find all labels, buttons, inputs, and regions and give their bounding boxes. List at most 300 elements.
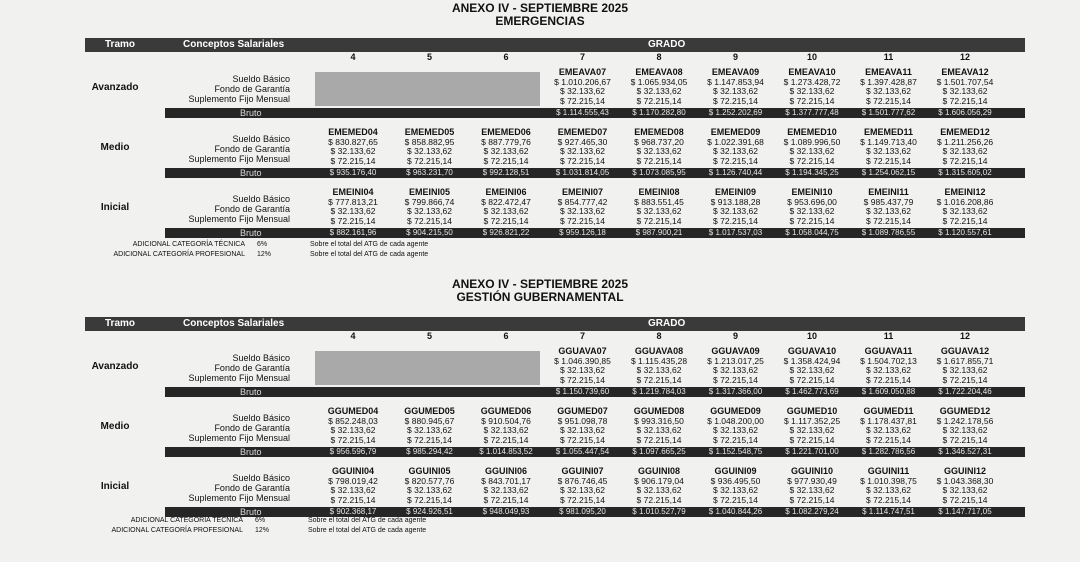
grade-number: 8 <box>656 331 662 341</box>
bruto-value: $ 1.170.282,80 <box>632 108 686 117</box>
bruto-value: $ 981.095,20 <box>559 507 606 516</box>
concept-labels <box>165 134 290 164</box>
grade-number: 9 <box>732 52 738 62</box>
cell-code: EMEINI06 <box>485 187 527 197</box>
salary-cell <box>392 407 468 445</box>
cell-basico: $ 1.043.368,30 <box>936 475 994 486</box>
cell-code: GGUMED07 <box>557 406 608 416</box>
cell-basico: $ 1.211.256,26 <box>936 136 994 147</box>
salary-cell <box>468 467 544 505</box>
cell-suplemento: $ 72.215,14 <box>560 434 605 445</box>
cell-code: EMEAVA08 <box>635 67 683 77</box>
cell-basico: $ 1.022.391,68 <box>707 136 764 147</box>
cell-basico: $ 1.048.200,00 <box>707 415 764 426</box>
bruto-value: $ 1.501.777,62 <box>861 108 916 117</box>
grade-number: 12 <box>959 52 970 62</box>
salary-cell <box>698 347 774 385</box>
cell-code: EMEINI11 <box>868 187 909 197</box>
bruto-value: $ 1.031.814,05 <box>555 168 610 177</box>
bruto-value: $ 992.128,51 <box>482 168 530 177</box>
cell-fondo: $ 32.133,62 <box>713 146 758 156</box>
cell-code: GGUAVA10 <box>787 346 837 356</box>
cell-fondo: $ 32.133,62 <box>636 365 682 375</box>
cell-code: EMEINI12 <box>944 187 986 197</box>
cell-suplemento: $ 72.215,14 <box>942 95 988 106</box>
concept-labels <box>165 473 290 503</box>
cell-code: GGUINI09 <box>714 466 757 476</box>
cell-suplemento: $ 72.215,14 <box>866 215 911 226</box>
cell-code: GGUINI04 <box>331 466 374 476</box>
cell-basico: $ 1.501.707,54 <box>936 76 994 87</box>
salary-cell <box>774 407 850 445</box>
salary-cell <box>315 128 391 166</box>
concept-label: Suplemento Fijo Mensual <box>188 94 290 104</box>
empty-grades-block <box>315 351 540 385</box>
cell-basico: $ 985.437,79 <box>863 196 914 207</box>
cell-code: GGUINI08 <box>637 466 680 476</box>
bruto-value: $ 1.219.784,03 <box>632 387 686 396</box>
concept-labels <box>165 194 290 224</box>
cell-suplemento: $ 72.215,14 <box>636 494 682 505</box>
concept-label: Sueldo Básico <box>232 74 290 84</box>
concept-label: Fondo de Garantía <box>214 144 290 154</box>
cell-fondo: $ 32.133,62 <box>560 425 605 435</box>
cell-code: EMEMED07 <box>557 127 608 137</box>
bruto-value: $ 1.017.537,03 <box>708 228 763 237</box>
bruto-value: $ 1.010.527,79 <box>632 507 686 516</box>
grade-number: 10 <box>806 331 817 341</box>
cell-basico: $ 843.701,17 <box>481 475 531 486</box>
salary-cell <box>468 407 544 445</box>
tramo-label: Inicial <box>100 481 130 492</box>
cell-suplemento: $ 72.215,14 <box>789 95 835 106</box>
cell-suplemento: $ 72.215,14 <box>789 494 835 505</box>
bruto-value: $ 924.926,51 <box>406 507 453 516</box>
salary-cell <box>621 128 697 166</box>
cell-basico: $ 1.178.437,81 <box>860 415 917 426</box>
concept-label: Sueldo Básico <box>232 473 290 483</box>
salary-cell <box>851 68 927 106</box>
cell-suplemento: $ 72.215,14 <box>866 374 911 385</box>
grade-number: 6 <box>503 52 509 62</box>
salary-cell <box>851 467 927 505</box>
cell-fondo: $ 32.133,62 <box>866 485 911 495</box>
cell-basico: $ 951.098,78 <box>557 415 608 426</box>
cell-code: EMEMED12 <box>940 127 990 137</box>
concept-labels <box>165 413 290 443</box>
bruto-bar <box>165 168 1025 178</box>
bruto-value: $ 956.596,79 <box>329 447 377 456</box>
adicional-name: ADICIONAL CATEGORÍA PROFESIONAL <box>111 527 243 534</box>
concept-label: Sueldo Básico <box>232 353 290 363</box>
cell-basico: $ 1.117.352,25 <box>783 415 841 426</box>
salary-cell <box>468 128 544 166</box>
adicional-name: ADICIONAL CATEGORÍA TÉCNICA <box>130 517 243 524</box>
cell-code: EMEMED08 <box>634 127 684 137</box>
grade-number: 5 <box>426 331 432 341</box>
bruto-value: $ 1.058.044,75 <box>785 228 839 237</box>
cell-fondo: $ 32.133,62 <box>789 206 835 216</box>
cell-suplemento: $ 72.215,14 <box>330 434 376 445</box>
cell-code: EMEINI09 <box>714 187 756 197</box>
salary-cell <box>392 128 468 166</box>
cell-code: EMEMED05 <box>404 127 455 137</box>
cell-code: EMEINI08 <box>638 187 680 197</box>
cell-fondo: $ 32.133,62 <box>636 86 682 96</box>
bruto-label: Bruto <box>240 228 262 238</box>
bruto-value: $ 1.126.740,44 <box>708 168 763 177</box>
bruto-value: $ 1.152.548,75 <box>708 447 763 456</box>
cell-basico: $ 820.577,76 <box>404 475 455 486</box>
cell-basico: $ 993.316,50 <box>634 415 684 426</box>
grade-number: 10 <box>806 52 817 62</box>
cell-basico: $ 913.188,28 <box>710 196 761 207</box>
cell-fondo: $ 32.133,62 <box>866 365 911 375</box>
salary-cell <box>774 467 850 505</box>
cell-fondo: $ 32.133,62 <box>942 485 988 495</box>
concept-label: Fondo de Garantía <box>214 204 290 214</box>
bruto-value: $ 904.215,50 <box>406 228 453 237</box>
cell-suplemento: $ 72.215,14 <box>407 494 452 505</box>
cell-suplemento: $ 72.215,14 <box>713 155 758 166</box>
cell-code: EMEAVA09 <box>711 67 760 77</box>
cell-code: GGUINI11 <box>867 466 910 476</box>
cell-suplemento: $ 72.215,14 <box>560 215 605 226</box>
salary-cell <box>315 407 391 445</box>
cell-fondo: $ 32.133,62 <box>560 485 605 495</box>
cell-basico: $ 1.115.435,28 <box>630 355 688 366</box>
salary-cell <box>851 128 927 166</box>
cell-basico: $ 1.149.713,40 <box>860 136 917 147</box>
cell-code: EMEAVA12 <box>941 67 989 77</box>
cell-suplemento: $ 72.215,14 <box>560 155 605 166</box>
cell-code: EMEAVA10 <box>788 67 836 77</box>
cell-fondo: $ 32.133,62 <box>942 86 988 96</box>
salary-cell <box>774 347 850 385</box>
cell-fondo: $ 32.133,62 <box>330 485 376 495</box>
section-subtitle: EMERGENCIAS <box>495 14 585 28</box>
grade-number: 6 <box>503 331 509 341</box>
grade-numbers <box>85 52 1025 62</box>
cell-basico: $ 1.617.855,71 <box>936 355 994 366</box>
salary-cell <box>927 128 1003 166</box>
bruto-value: $ 902.368,17 <box>329 507 377 516</box>
adicional-pct: 6% <box>255 517 266 524</box>
cell-basico: $ 1.358.424,94 <box>783 355 841 366</box>
cell-basico: $ 798.019,42 <box>328 475 378 486</box>
cell-basico: $ 968.737,20 <box>634 136 684 147</box>
bruto-value: $ 948.049,93 <box>482 507 530 516</box>
cell-fondo: $ 32.133,62 <box>560 86 605 96</box>
concept-label: Suplemento Fijo Mensual <box>188 373 290 383</box>
cell-basico: $ 1.273.428,72 <box>783 76 841 87</box>
cell-suplemento: $ 72.215,14 <box>636 95 682 106</box>
salary-cell <box>698 407 774 445</box>
cell-code: GGUINI10 <box>790 466 833 476</box>
cell-basico: $ 1.504.702,13 <box>860 355 917 366</box>
cell-basico: $ 927.465,30 <box>557 136 608 147</box>
cell-suplemento: $ 72.215,14 <box>942 494 988 505</box>
cell-code: EMEAVA07 <box>558 67 607 77</box>
cell-fondo: $ 32.133,62 <box>407 425 452 435</box>
header-tramo: Tramo <box>105 39 136 50</box>
cell-code: GGUINI06 <box>484 466 527 476</box>
header-conceptos: Conceptos Salariales <box>183 39 285 50</box>
cell-fondo: $ 32.133,62 <box>866 425 911 435</box>
grade-number: 11 <box>883 52 894 62</box>
grade-number: 12 <box>959 331 970 341</box>
cell-fondo: $ 32.133,62 <box>330 425 376 435</box>
cell-basico: $ 880.945,67 <box>404 415 455 426</box>
cell-fondo: $ 32.133,62 <box>942 425 988 435</box>
cell-fondo: $ 32.133,62 <box>789 485 835 495</box>
salary-cell <box>927 188 1003 226</box>
cell-basico: $ 1.242.178,56 <box>936 415 994 426</box>
cell-fondo: $ 32.133,62 <box>330 206 376 216</box>
adicional-pct: 12% <box>255 527 270 534</box>
cell-code: GGUINI12 <box>943 466 986 476</box>
header-tramo: Tramo <box>105 318 136 329</box>
bruto-value: $ 1.282.786,56 <box>861 447 916 456</box>
cell-fondo: $ 32.133,62 <box>866 206 911 216</box>
concept-label: Suplemento Fijo Mensual <box>188 214 290 224</box>
bruto-label: Bruto <box>240 447 262 457</box>
salary-cell <box>545 188 621 226</box>
salary-cell <box>698 467 774 505</box>
cell-basico: $ 777.813,21 <box>328 196 378 207</box>
cell-suplemento: $ 72.215,14 <box>483 434 529 445</box>
cell-fondo: $ 32.133,62 <box>713 86 758 96</box>
cell-fondo: $ 32.133,62 <box>942 206 988 216</box>
adicional-name: ADICIONAL CATEGORÍA TÉCNICA <box>132 241 245 248</box>
bruto-value: $ 1.377.777,48 <box>785 108 839 117</box>
salary-cell <box>621 68 697 106</box>
cell-code: GGUMED06 <box>480 406 532 416</box>
cell-suplemento: $ 72.215,14 <box>636 155 682 166</box>
cell-code: EMEINI05 <box>408 187 450 197</box>
cell-basico: $ 1.397.428,87 <box>860 76 917 87</box>
cell-suplemento: $ 72.215,14 <box>866 155 911 166</box>
salary-cell <box>545 128 621 166</box>
header-conceptos: Conceptos Salariales <box>183 318 285 329</box>
cell-code: EMEMED09 <box>710 127 761 137</box>
bruto-value: $ 1.722.204,46 <box>938 387 992 396</box>
cell-fondo: $ 32.133,62 <box>789 86 835 96</box>
cell-fondo: $ 32.133,62 <box>330 146 376 156</box>
cell-basico: $ 906.179,04 <box>634 475 684 486</box>
bruto-value: $ 1.097.665,25 <box>632 447 686 456</box>
tramo-label: Medio <box>100 142 130 153</box>
bruto-value: $ 1.014.853,52 <box>479 447 533 456</box>
salary-cell <box>545 407 621 445</box>
salary-cell <box>927 407 1003 445</box>
concept-label: Fondo de Garantía <box>214 363 290 373</box>
cell-basico: $ 910.504,76 <box>481 415 531 426</box>
bruto-value: $ 1.114.747,51 <box>862 507 915 516</box>
cell-suplemento: $ 72.215,14 <box>330 494 376 505</box>
cell-basico: $ 854.777,42 <box>557 196 608 207</box>
cell-code: EMEINI04 <box>332 187 374 197</box>
cell-suplemento: $ 72.215,14 <box>789 434 835 445</box>
cell-suplemento: $ 72.215,14 <box>636 215 682 226</box>
table-header <box>85 317 1025 331</box>
cell-fondo: $ 32.133,62 <box>789 365 835 375</box>
concept-label: Sueldo Básico <box>232 413 290 423</box>
salary-cell <box>927 467 1003 505</box>
bruto-value: $ 1.252.202,69 <box>708 108 763 117</box>
cell-basico: $ 1.147.853,94 <box>707 76 764 87</box>
cell-fondo: $ 32.133,62 <box>483 146 529 156</box>
salary-cell <box>621 467 697 505</box>
cell-fondo: $ 32.133,62 <box>483 485 529 495</box>
cell-fondo: $ 32.133,62 <box>636 146 682 156</box>
salary-cell <box>774 188 850 226</box>
cell-suplemento: $ 72.215,14 <box>407 215 452 226</box>
bruto-value: $ 959.126,18 <box>559 228 606 237</box>
section-title: ANEXO IV - SEPTIEMBRE 2025 <box>451 1 629 15</box>
salary-cell <box>774 68 850 106</box>
cell-suplemento: $ 72.215,14 <box>866 95 911 106</box>
cell-fondo: $ 32.133,62 <box>407 485 452 495</box>
cell-basico: $ 830.827,65 <box>328 136 378 147</box>
salary-cell <box>621 407 697 445</box>
tramo-label: Inicial <box>100 202 130 213</box>
bruto-value: $ 1.315.605,02 <box>938 168 992 177</box>
adicional-name: ADICIONAL CATEGORÍA PROFESIONAL <box>113 251 245 258</box>
cell-fondo: $ 32.133,62 <box>483 206 529 216</box>
grade-numbers <box>85 331 1025 341</box>
cell-fondo: $ 32.133,62 <box>713 206 758 216</box>
table-header <box>85 38 1025 52</box>
bruto-value: $ 1.073.085,95 <box>632 168 686 177</box>
salary-cell <box>927 68 1003 106</box>
cell-code: EMEMED06 <box>481 127 531 137</box>
cell-fondo: $ 32.133,62 <box>560 206 605 216</box>
header-grado: GRADO <box>648 39 686 50</box>
cell-basico: $ 858.882,95 <box>404 136 455 147</box>
cell-suplemento: $ 72.215,14 <box>483 155 529 166</box>
cell-suplemento: $ 72.215,14 <box>942 155 988 166</box>
bruto-value: $ 1.082.279,24 <box>785 507 839 516</box>
cell-code: EMEINI10 <box>791 187 833 197</box>
cell-fondo: $ 32.133,62 <box>483 425 529 435</box>
cell-code: GGUMED09 <box>710 406 761 416</box>
adicional-text: Sobre el total del ATG de cada agente <box>308 527 427 534</box>
bruto-value: $ 1.194.345,25 <box>785 168 839 177</box>
concept-label: Suplemento Fijo Mensual <box>188 433 290 443</box>
cell-code: GGUAVA11 <box>864 346 913 356</box>
concept-labels <box>165 353 290 383</box>
salary-cell <box>774 128 850 166</box>
cell-basico: $ 1.089.996,50 <box>783 136 841 147</box>
grade-number: 7 <box>579 331 585 341</box>
cell-code: GGUMED12 <box>939 406 991 416</box>
cell-basico: $ 852.248,03 <box>328 415 378 426</box>
cell-suplemento: $ 72.215,14 <box>636 434 682 445</box>
cell-fondo: $ 32.133,62 <box>866 146 911 156</box>
bruto-value: $ 1.254.062,15 <box>861 168 916 177</box>
cell-basico: $ 953.696,00 <box>787 196 837 207</box>
empty-grades-block <box>315 72 540 106</box>
cell-suplemento: $ 72.215,14 <box>713 215 758 226</box>
cell-basico: $ 1.046.390,85 <box>554 355 611 366</box>
salary-cell <box>392 188 468 226</box>
cell-fondo: $ 32.133,62 <box>789 146 835 156</box>
concept-label: Suplemento Fijo Mensual <box>188 493 290 503</box>
cell-code: GGUMED05 <box>404 406 455 416</box>
cell-code: GGUAVA07 <box>558 346 607 356</box>
cell-fondo: $ 32.133,62 <box>866 86 911 96</box>
cell-fondo: $ 32.133,62 <box>407 206 452 216</box>
concept-label: Sueldo Básico <box>232 134 290 144</box>
adicional-text: Sobre el total del ATG de cada agente <box>310 241 429 248</box>
bruto-value: $ 1.055.447,54 <box>555 447 610 456</box>
salary-cell <box>392 467 468 505</box>
cell-suplemento: $ 72.215,14 <box>942 374 988 385</box>
salary-cell <box>315 467 391 505</box>
adicional-text: Sobre el total del ATG de cada agente <box>308 517 427 524</box>
bruto-value: $ 1.040.844,26 <box>708 507 763 516</box>
bruto-value: $ 1.114.555,43 <box>556 108 609 117</box>
cell-suplemento: $ 72.215,14 <box>407 434 452 445</box>
grade-number: 9 <box>732 331 738 341</box>
cell-fondo: $ 32.133,62 <box>713 365 758 375</box>
salary-cell <box>545 347 621 385</box>
cell-suplemento: $ 72.215,14 <box>942 215 988 226</box>
section-title: ANEXO IV - SEPTIEMBRE 2025 <box>451 277 629 291</box>
bruto-bar <box>165 507 1025 517</box>
cell-code: GGUINI07 <box>561 466 604 476</box>
cell-suplemento: $ 72.215,14 <box>866 494 911 505</box>
cell-suplemento: $ 72.215,14 <box>560 95 605 106</box>
header-grado: GRADO <box>648 318 686 329</box>
cell-code: GGUAVA09 <box>711 346 760 356</box>
bruto-value: $ 1.609.050,88 <box>861 387 916 396</box>
bruto-bar <box>165 387 1025 397</box>
cell-fondo: $ 32.133,62 <box>942 365 988 375</box>
cell-suplemento: $ 72.215,14 <box>330 215 376 226</box>
cell-fondo: $ 32.133,62 <box>407 146 452 156</box>
cell-suplemento: $ 72.215,14 <box>713 494 758 505</box>
concept-labels <box>165 74 290 104</box>
salary-cell <box>851 407 927 445</box>
concept-label: Fondo de Garantía <box>214 84 290 94</box>
bruto-value: $ 935.176,40 <box>329 168 377 177</box>
concept-label: Fondo de Garantía <box>214 483 290 493</box>
cell-basico: $ 936.495,50 <box>710 475 761 486</box>
bruto-value: $ 1.317.366,00 <box>708 387 763 396</box>
bruto-label: Bruto <box>240 108 262 118</box>
bruto-label: Bruto <box>240 387 262 397</box>
cell-basico: $ 887.779,76 <box>481 136 531 147</box>
salary-cell <box>851 188 927 226</box>
bruto-value: $ 1.120.557,61 <box>938 228 992 237</box>
section-subtitle: GESTIÓN GUBERNAMENTAL <box>456 290 624 304</box>
bruto-value: $ 1.150.739,60 <box>555 387 610 396</box>
bruto-value: $ 882.161,96 <box>329 228 377 237</box>
cell-suplemento: $ 72.215,14 <box>942 434 988 445</box>
bruto-value: $ 1.346.527,31 <box>938 447 992 456</box>
salary-cell <box>621 347 697 385</box>
bruto-value: $ 1.606.056,29 <box>938 108 992 117</box>
bruto-bar <box>165 447 1025 457</box>
cell-basico: $ 876.746,45 <box>557 475 608 486</box>
cell-suplemento: $ 72.215,14 <box>713 374 758 385</box>
grade-number: 8 <box>656 52 662 62</box>
concept-label: Fondo de Garantía <box>214 423 290 433</box>
cell-basico: $ 1.213.017,25 <box>707 355 764 366</box>
adicional-pct: 12% <box>257 251 272 258</box>
